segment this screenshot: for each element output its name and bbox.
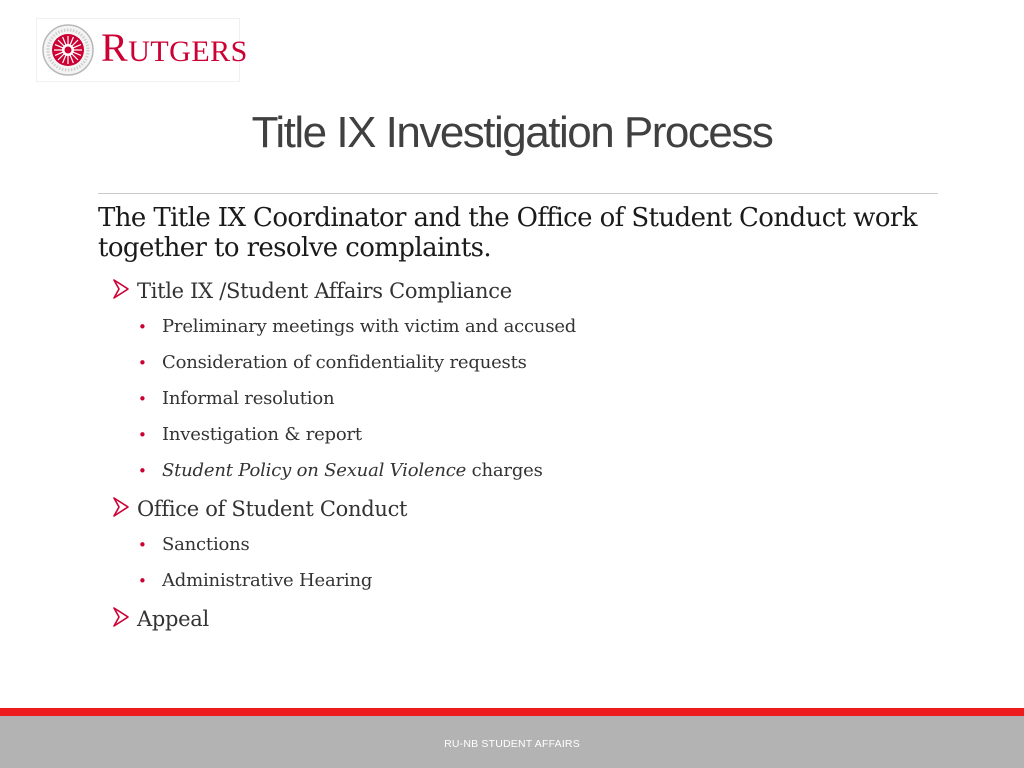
wordmark-rest: UTGERS	[128, 35, 248, 68]
bullet-dot-icon: •	[138, 390, 147, 408]
list-item	[98, 459, 918, 483]
section-heading-label: Title IX /Student Affairs Compliance	[137, 279, 512, 303]
list-item	[98, 387, 918, 411]
wordmark-initial: R	[101, 25, 129, 70]
footer-label: RU-NB STUDENT AFFAIRS	[444, 738, 580, 750]
bullet-dot-icon: •	[138, 426, 147, 444]
section-heading	[98, 277, 918, 305]
bullet-dot-icon: •	[138, 462, 147, 480]
list-item-label: Consideration of confidentiality requests	[162, 352, 527, 373]
list-item-label: Administrative Hearing	[162, 570, 373, 591]
section-heading	[98, 495, 918, 523]
list-item	[98, 315, 918, 339]
list-item-label: Informal resolution	[162, 388, 335, 409]
section-heading	[98, 605, 918, 633]
bullet-dot-icon: •	[138, 354, 147, 372]
rutgers-wordmark	[101, 25, 248, 72]
list-item-label: Investigation & report	[162, 424, 362, 445]
lead-paragraph: The Title IX Coordinator and the Office of Student Conduct work together to resolve complaints.	[98, 203, 917, 263]
slide-body	[98, 203, 918, 643]
footer-accent-bar	[0, 708, 1024, 716]
arrow-bullet-icon	[113, 279, 129, 299]
title-divider	[98, 193, 938, 194]
section-heading-label: Office of Student Conduct	[137, 497, 408, 521]
bullet-dot-icon: •	[138, 318, 147, 336]
rutgers-seal-icon	[41, 23, 95, 77]
list-item	[98, 569, 918, 593]
list-item	[98, 351, 918, 375]
arrow-bullet-icon	[113, 497, 129, 517]
bullet-dot-icon: •	[138, 536, 147, 554]
list-item-label: Preliminary meetings with victim and accused	[162, 316, 577, 337]
arrow-bullet-icon	[113, 607, 129, 627]
list-item-label: Sanctions	[162, 534, 250, 555]
policy-title: Student Policy on Sexual Violence	[162, 460, 467, 481]
slide-title: Title IX Investigation Process	[251, 108, 773, 157]
list-item-label: charges	[466, 460, 543, 481]
bullet-dot-icon: •	[138, 572, 147, 590]
section-heading-label: Appeal	[137, 607, 209, 631]
list-item	[98, 533, 918, 557]
rutgers-logo	[36, 18, 248, 82]
list-item	[98, 423, 918, 447]
